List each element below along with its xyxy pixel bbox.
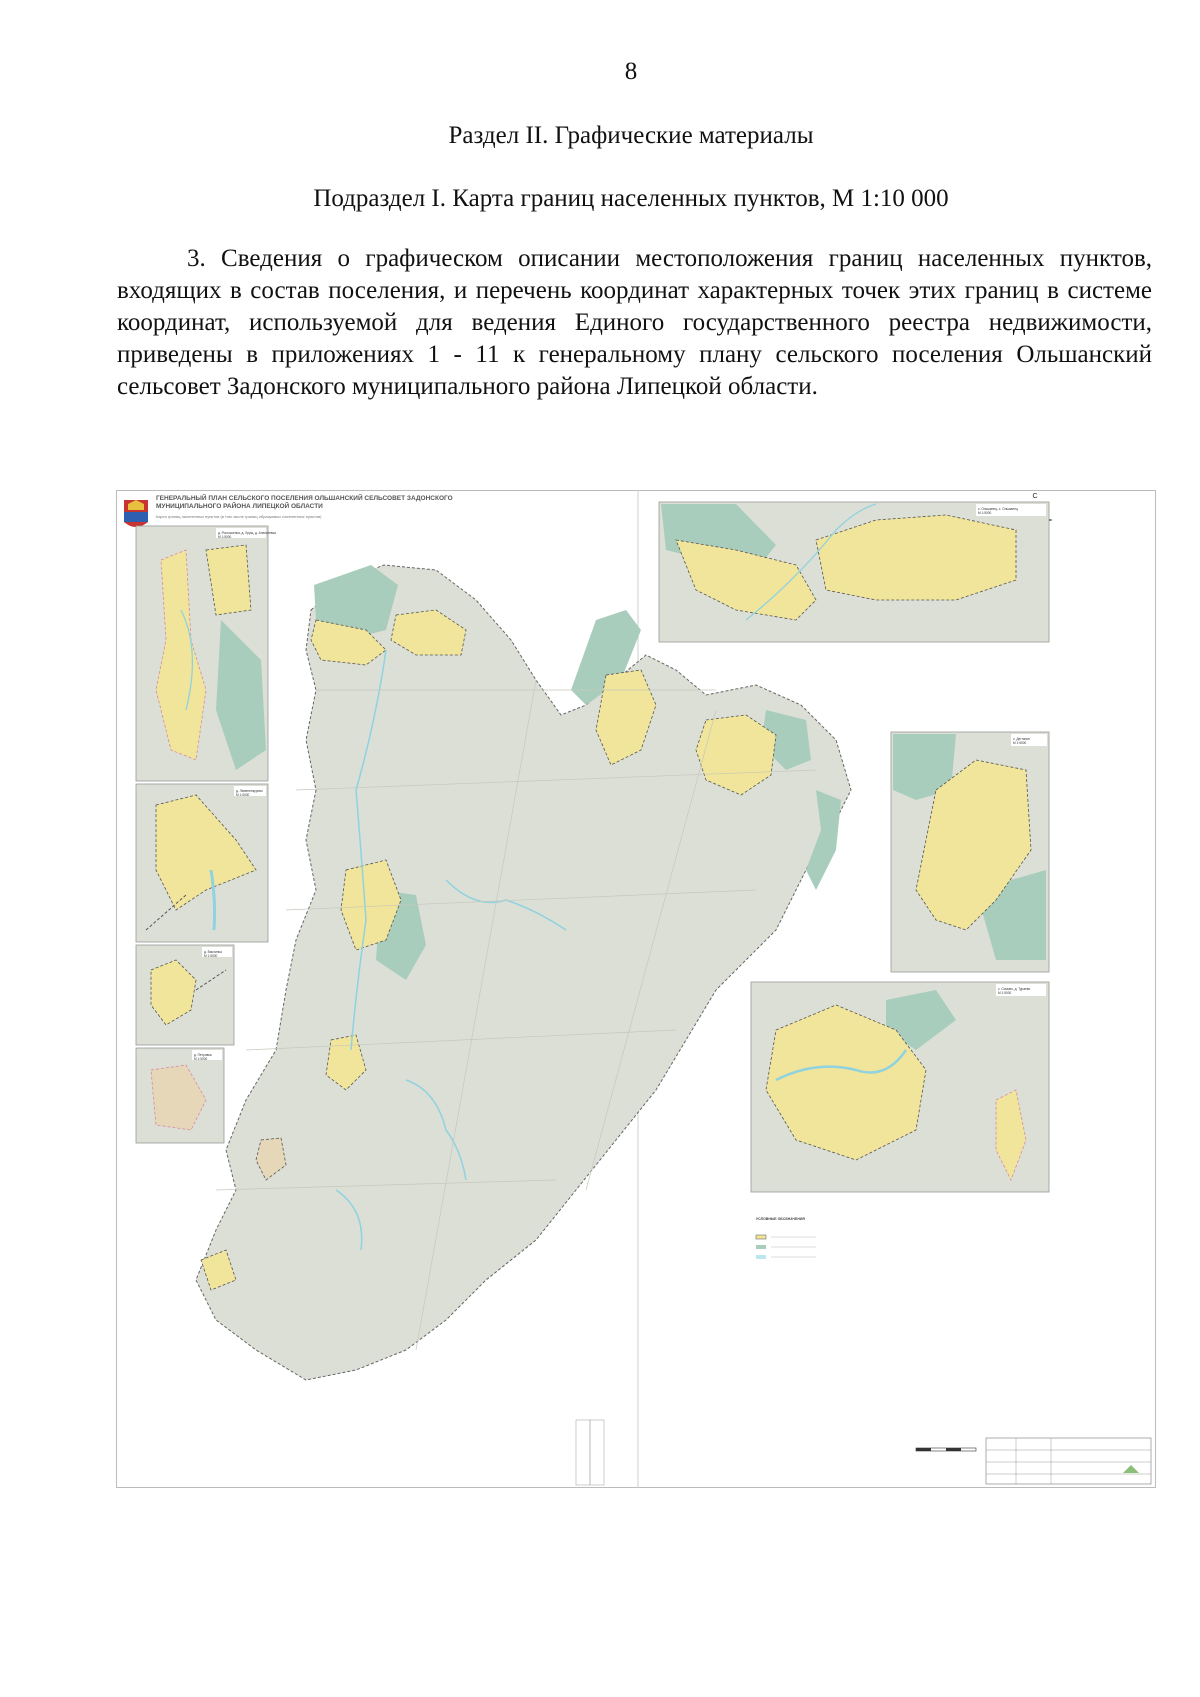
title-block — [986, 1438, 1151, 1484]
body-paragraph: 3. Сведения о графическом описании местоположения границ населенных пунктов, входящих в состав поселения, и перечень координат характерных точек этих границ в системе координат, используемой для ведения Единого государственного реестра недвижимости, приведены в приложениях 1 - 11 к генеральному плану сельского поселения Ольшанский сельсовет Задонского муниципального района Липецкой области. — [117, 245, 1152, 400]
general-plan-map — [116, 490, 1156, 1488]
svg-text:д. Петровка: д. Петровка — [194, 1053, 212, 1057]
svg-text:М 1:5000: М 1:5000 — [204, 954, 218, 958]
scale-bar — [916, 1448, 976, 1451]
svg-text:С: С — [1032, 493, 1038, 500]
svg-text:с. Сомово, д. Тураево: с. Сомово, д. Тураево — [998, 987, 1031, 991]
map-title-line1: ГЕНЕРАЛЬНЫЙ ПЛАН СЕЛЬСКОГО ПОСЕЛЕНИЯ ОЛЬШАНСКИЙ СЕЛЬСОВЕТ ЗАДОНСКОГО — [156, 495, 453, 502]
inset-rossoshenka — [136, 526, 276, 781]
svg-text:д. Россошенка, д. Хрущ, д. Але: д. Россошенка, д. Хрущ, д. Алексеевка — [218, 531, 276, 535]
page-number: 8 — [624, 58, 638, 85]
svg-text:М 1:5000: М 1:5000 — [194, 1057, 208, 1061]
svg-text:М 1:5000: М 1:5000 — [218, 535, 232, 539]
subsection-title: Подраздел I. Карта границ населенных пунктов, М 1:10 000 — [313, 185, 949, 212]
inset-somovo — [751, 982, 1049, 1192]
svg-text:д. Лемененкурово: д. Лемененкурово — [236, 789, 263, 793]
inset-olshanets — [659, 502, 1049, 642]
region-emblem-icon — [124, 500, 148, 527]
svg-text:М 1:5000: М 1:5000 — [978, 511, 992, 515]
inset-lemenenkurovo — [136, 784, 268, 942]
inset-vislinka — [136, 945, 234, 1045]
svg-text:с. Ольшанец, с. Ольшанец: с. Ольшанец, с. Ольшанец — [978, 507, 1018, 511]
svg-text:с. Дегтяное: с. Дегтяное — [1013, 737, 1030, 741]
inset-petrovka — [136, 1048, 224, 1143]
section-title: Раздел II. Графические материалы — [448, 122, 814, 149]
svg-text:М 1:5000: М 1:5000 — [236, 793, 250, 797]
svg-text:М 1:5000: М 1:5000 — [998, 991, 1012, 995]
svg-text:М 1:5000: М 1:5000 — [1013, 741, 1027, 745]
map-subtitle: Карта границ населенных пунктов (в том числе границ образуемых населенных пунктов) — [156, 514, 322, 519]
inset-degtyanoe — [891, 732, 1049, 972]
svg-text:УСЛОВНЫЕ ОБОЗНАЧЕНИЯ: УСЛОВНЫЕ ОБОЗНАЧЕНИЯ — [756, 1217, 805, 1221]
map-title-line2: МУНИЦИПАЛЬНОГО РАЙОНА ЛИПЕЦКОЙ ОБЛАСТИ — [156, 503, 323, 510]
svg-text:д. Вислинка: д. Вислинка — [204, 950, 222, 954]
